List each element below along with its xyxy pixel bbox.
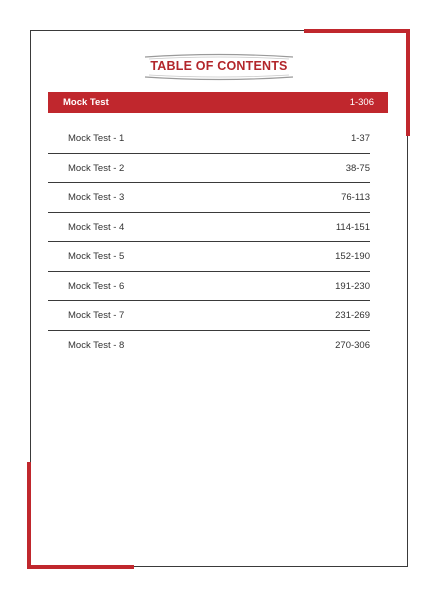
- toc-entry-name: Mock Test - 8: [68, 339, 125, 351]
- toc-entry[interactable]: [48, 183, 370, 213]
- toc-entry-pages: 114-151: [335, 221, 370, 233]
- toc-entry[interactable]: [48, 124, 370, 154]
- toc-entry-name: Mock Test - 2: [68, 162, 125, 174]
- section-header-label: Mock Test: [63, 97, 109, 108]
- toc-entry-name: Mock Test - 1: [68, 133, 125, 144]
- title-block: [141, 53, 297, 81]
- toc-entry[interactable]: [48, 154, 370, 184]
- section-header-range: 1-306: [349, 97, 374, 108]
- toc-entry-name: Mock Test - 3: [68, 192, 125, 203]
- corner-accent-bottom-left-vertical: [27, 462, 31, 569]
- toc-entry-name: Mock Test - 7: [68, 310, 125, 321]
- toc-entries: [48, 124, 370, 359]
- toc-entry-pages: 191-230: [335, 280, 370, 292]
- toc-entry-pages: 76-113: [341, 192, 370, 203]
- toc-entry[interactable]: [48, 331, 370, 360]
- toc-entry-name: Mock Test - 6: [68, 280, 125, 292]
- toc-entry[interactable]: [48, 213, 370, 243]
- corner-accent-top-right-horizontal: [304, 29, 410, 33]
- section-header-bar: [48, 92, 388, 113]
- toc-entry[interactable]: [48, 301, 370, 331]
- page-title: TABLE OF CONTENTS: [150, 59, 288, 73]
- toc-entry-name: Mock Test - 4: [68, 221, 125, 233]
- toc-entry-pages: 231-269: [335, 310, 370, 321]
- corner-accent-top-right-vertical: [406, 29, 410, 136]
- toc-entry-name: Mock Test - 5: [68, 251, 125, 262]
- toc-entry[interactable]: [48, 242, 370, 272]
- toc-entry-pages: 38-75: [345, 162, 370, 174]
- corner-accent-bottom-left-horizontal: [27, 565, 134, 569]
- toc-entry-pages: 1-37: [350, 133, 370, 144]
- toc-entry-pages: 152-190: [335, 251, 370, 262]
- toc-entry[interactable]: [48, 272, 370, 302]
- toc-entry-pages: 270-306: [335, 339, 370, 351]
